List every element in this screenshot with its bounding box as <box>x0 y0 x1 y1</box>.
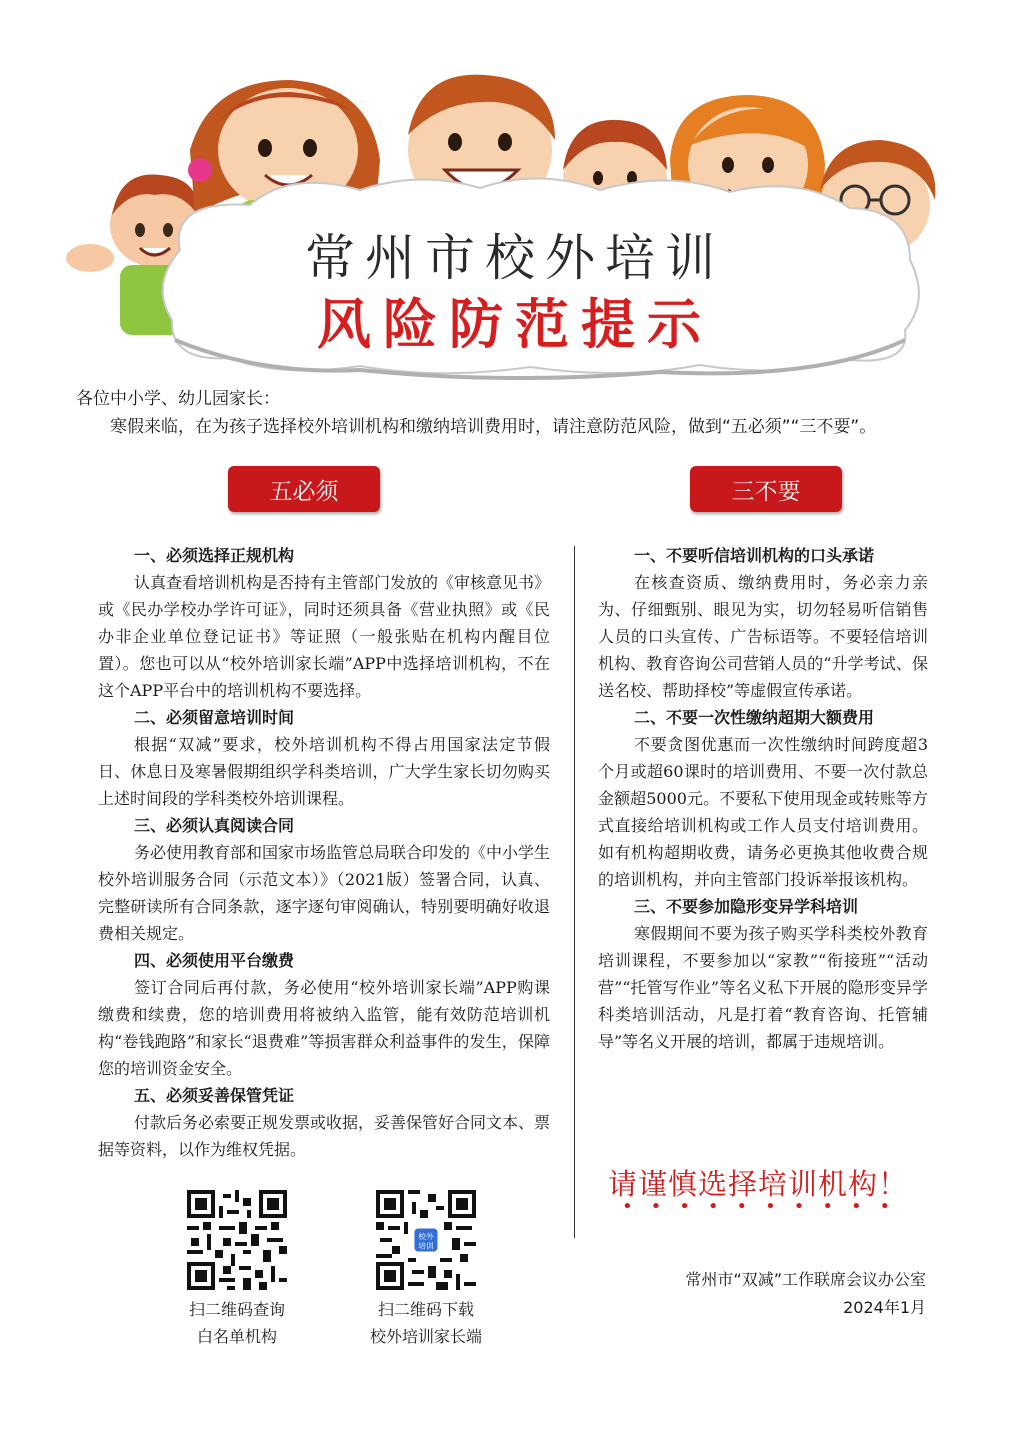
must-heading-2: 二、必须留意培训时间 <box>134 708 295 727</box>
qr-caption-line1: 扫二维码下载 <box>377 1300 474 1319</box>
dont-body-2: 不要贪图优惠而一次性缴纳时间跨度超3个月或超60课时的培训费用、不要一次付款总金额超5000元。不要私下使用现金或转账等方式直接给培训机构或工作人员支付培训费用。如有机构超期收费，请务必更换其他收费合规的培训机构，并向主管部门投诉举报该机构。 <box>598 735 928 889</box>
five-musts-column <box>98 542 550 1163</box>
dont-body-1: 在核查资质、缴纳费用时，务必亲力亲为、仔细甄别、眼见为实，切勿轻易听信销售人员的口头宣传、广告标语等。不要轻信培训机构、教育咨询公司营销人员的“升学考试、保送名校、帮助择校”等虚假宣传承诺。 <box>598 573 928 700</box>
must-heading-5: 五、必须妥善保管凭证 <box>134 1086 295 1105</box>
must-body-2: 根据“双减”要求，校外培训机构不得占用国家法定节假日、休息日及寒暑假期组织学科类培训，广大学生家长切勿购买上述时间段的学科类校外培训课程。 <box>98 735 550 808</box>
dont-heading-2: 二、不要一次性缴纳超期大额费用 <box>634 708 875 727</box>
intro-text: 寒假来临，在为孩子选择校外培训机构和缴纳培训费用时，请注意防范风险，做到“五必须”“三不要”。 <box>110 417 877 437</box>
dont-heading-1: 一、不要听信培训机构的口头承诺 <box>634 546 875 565</box>
must-heading-3: 三、必须认真阅读合同 <box>134 816 295 835</box>
must-heading-4: 四、必须使用平台缴费 <box>134 951 295 970</box>
greeting: 各位中小学、幼儿园家长： <box>76 389 280 409</box>
banner-title-line1: 常州市校外培训 <box>305 229 725 287</box>
signature-org: 常州市“双减”工作联席会议办公室 <box>685 1270 926 1289</box>
qr-caption-line1: 扫二维码查询 <box>188 1300 285 1319</box>
header-banner <box>60 40 970 380</box>
signature-date: 2024年1月 <box>843 1298 926 1317</box>
must-body-5: 付款后务必索要正规发票或收据，妥善保管好合同文本、票据等资料，以作为维权凭据。 <box>98 1113 551 1159</box>
svg-text:校外: 校外 <box>418 1231 434 1241</box>
parent-app-qr-code[interactable] <box>376 1190 476 1290</box>
three-donts-column <box>598 542 928 1055</box>
must-body-3: 务必使用教育部和国家市场监管总局联合印发的《中小学生校外培训服务合同（示范文本）》（2021版）签署合同，认真、完整研读所有合同条款，逐字逐句审阅确认，特别要明确好收退费相关规定。 <box>98 843 551 943</box>
must-body-4: 签订合同后再付款，务必使用“校外培训家长端”APP购课缴费和续费，您的培训费用将被纳入监管，能有效防范培训机构“卷钱跑路”和家长“退费难”等损害群众利益事件的发生，保障您的培训资金安全。 <box>98 978 550 1078</box>
svg-text:培训: 培训 <box>418 1241 434 1251</box>
qr-caption-app <box>346 1296 506 1350</box>
qr-caption-line2: 校外培训家长端 <box>369 1327 482 1346</box>
dont-body-3: 寒假期间不要为孩子购买学科类校外教育培训课程，不要参加以“家教”“衔接班”“活动营”“托管写作业”等名义私下开展的隐形变异学科类培训活动，凡是打着“教育咨询、托管辅导”等名义开展的培训，都属于违规培训。 <box>598 924 928 1051</box>
qr-caption-whitelist <box>157 1296 317 1350</box>
must-body-1: 认真查看培训机构是否持有主管部门发放的《审核意见书》或《民办学校办学许可证》，同时还须具备《营业执照》或《民办非企业单位登记证书》等证照（一般张贴在机构内醒目位置）。您也可以从“校外培训家长端”APP中选择培训机构，不在这个APP平台中的培训机构不要选择。 <box>98 573 551 700</box>
qr-caption-line2: 白名单机构 <box>196 1327 277 1346</box>
five-musts-label: 五必须 <box>228 466 380 512</box>
must-heading-1: 一、必须选择正规机构 <box>134 546 295 565</box>
caution-dots-decoration: •••••••••• <box>622 1196 909 1217</box>
whitelist-qr-code[interactable] <box>187 1190 287 1290</box>
caution-text: 请谨慎选择培训机构！ <box>608 1167 909 1201</box>
dont-heading-3: 三、不要参加隐形变异学科培训 <box>634 897 859 916</box>
banner-title-line2: 风险防范提示 <box>317 293 713 356</box>
column-divider <box>574 546 575 1238</box>
signature-block <box>685 1266 926 1322</box>
three-donts-label: 三不要 <box>690 466 842 512</box>
